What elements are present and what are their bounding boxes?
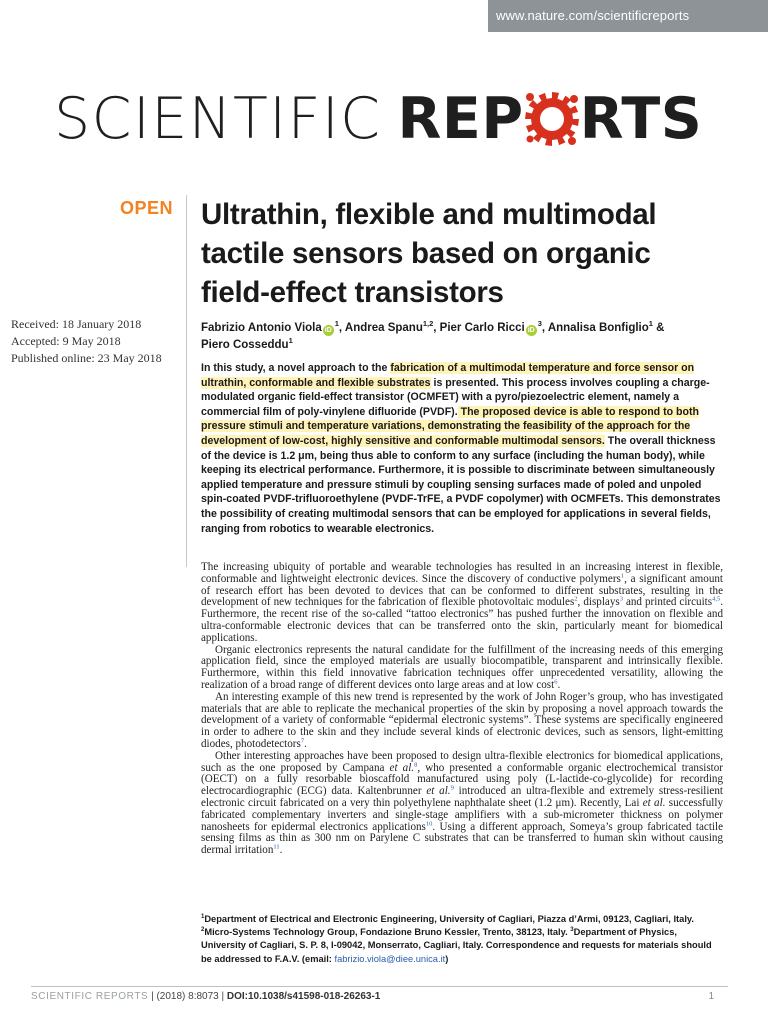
body-text-run: , a significant amount of research effort has been devoted to devices that can be conformed to different substrates, resulting in the development of new techniques for the fabrication of flexible photovoltaic modules	[201, 572, 723, 609]
author-separator: &	[652, 322, 665, 334]
citation-link[interactable]: 11	[273, 843, 280, 851]
abstract-highlight: The proposed device is able to respond to both pressure stimuli and temperature variations, demonstrating the feasibility of the approach for the development of low-cost, highly sensitive and conformable multimodal sensors.	[201, 405, 699, 447]
abstract	[201, 361, 723, 536]
footer-divider	[31, 986, 728, 987]
citation-link[interactable]: 7	[300, 737, 305, 745]
journal-url-link[interactable]: www.nature.com/scientificreports	[496, 8, 690, 23]
body-text-run: . Using a different approach, Someya’s group fabricated tactile sensing films as thin as 300 nm on Parylene C substrates that can be transferred to human skin without causing dermal irritation	[201, 820, 723, 857]
open-access-label: OPEN	[120, 198, 174, 218]
abstract-text: is presented. This process involves coupling a charge-modulated organic field-effect transistor (OCMFET) with a pyro/piezoelectric element, namely a commercial film of poly-vinylene difluoride (PVDF).	[201, 376, 710, 418]
body-text-run: , who presented a conformable organic electrochemical transistor (OECT) on a fully resorbable bioscaffold manufactured using poly (L-lactide-co-glycolide) for recording electrocardiographic (ECG) data. Kaltenbrunner	[201, 761, 723, 798]
author-name[interactable]: , Pier Carlo Ricci	[433, 322, 525, 334]
abstract-text: In this study, a novel approach to the	[201, 362, 391, 374]
body-text-run: An interesting example of this new trend is represented by the work of John Roger’s group, who has investigated materials that are able to replicate the mechanical properties of the skin by proposing a novel approach towards the development of a variety of conformable “epidermal electronic systems”. These systems are specifically engineered in order to adhere to the skin and they include several kinds of electronic devices, such as sensors, light-emitting diodes, photodetectors	[201, 690, 723, 750]
citation-link[interactable]: 1	[620, 572, 625, 580]
body-italic: et al.	[426, 785, 451, 798]
affiliation-ref: 3	[537, 319, 542, 329]
citation-link[interactable]: 10	[425, 819, 433, 827]
citation-link[interactable]: 2	[574, 595, 578, 603]
affiliation-text: Department of Physics, University of Cagliari, S. P. 8, I-09042, Monserrato, Cagliari, Italy. Correspondence and requests for materials should be addressed to F.A.V. (email:	[201, 927, 712, 964]
citation-link[interactable]: 8	[414, 760, 418, 768]
citation-link[interactable]: 3	[619, 595, 623, 603]
article-history	[11, 316, 162, 367]
body-text-run: Other interesting approaches have been proposed to design ultra-flexible electronics for biomedical applications, such as the one proposed by Campana	[201, 749, 723, 774]
journal-url-bar[interactable]	[488, 0, 768, 32]
body-text-run: . Furthermore, the recent rise of the so-called “tattoo electronics” has pushed further the innovation on flexible and ultra-conformable electronic devices that can be transferred onto the skin, particularly meant for biomedical applications.	[201, 596, 723, 644]
accepted-date: Accepted: 9 May 2018	[11, 334, 121, 348]
citation-link[interactable]: 9	[450, 784, 454, 792]
gear-satellite	[526, 136, 533, 143]
journal-masthead	[54, 83, 702, 155]
author-name[interactable]: Fabrizio Antonio Viola	[201, 322, 322, 334]
corresponding-email-link[interactable]: fabrizio.viola@diee.unica.it	[334, 953, 446, 964]
body-paragraph	[201, 692, 723, 751]
abstract-highlight: fabrication of a multimodal temperature and force sensor on ultrathin, conformable and flexible substrates	[201, 362, 695, 389]
affiliation-text: Department of Electrical and Electronic Engineering, University of Cagliari, Piazza d’Armi, 09123, Cagliari, Italy.	[204, 914, 694, 924]
page-number: 1	[708, 991, 714, 1002]
orcid-icon[interactable]: iD	[324, 327, 332, 334]
body-text-run: , displays	[577, 596, 620, 609]
affiliation-text: )	[445, 953, 449, 964]
affiliation-number: 2	[201, 927, 205, 934]
footer-citation: | (2018) 8:8073 |	[148, 991, 227, 1002]
page-footer	[31, 991, 380, 1002]
abstract-text: The overall thickness of the device is 1.2 μm, being thus able to conform to any surface (including the human body), while keeping its electrical performance. Furthermore, it is possible to discriminate between simultaneously applied temperature and pressure stimuli by coupling sensing surfaces made of poled and unpoled spin-coated PVDF-trifluoroethylene (PVDF-TrFE, a PVDF copolymer) with OCMFETs. This demonstrates the possibility of creating multimodal sensors that can be employed for applications in several fields, ranging from robotics to wearable electronics.	[201, 434, 721, 535]
body-italic: et al.	[642, 796, 666, 809]
body-text-run: .	[279, 844, 283, 857]
column-divider	[186, 195, 187, 567]
body-text-run: introduced an ultra-flexible and extremely stress-resilient electronic circuit fabricated on a very thin polyethylene naphthalate sheet (1.2 μm). Recently, Lai	[201, 785, 723, 809]
body-text-run: and printed circuits	[622, 596, 713, 609]
gear-logo-icon	[522, 89, 582, 149]
masthead-rep: REP	[397, 85, 524, 152]
affiliation-ref: 1	[288, 336, 293, 346]
affiliation-number: 1	[201, 913, 205, 920]
body-text-run: successfully fabricated complementary inverters and single-stage amplifiers with a sub-micrometer thickness on polymer nanosheets for epidermal electronics applications	[201, 796, 723, 833]
affiliation-number: 3	[570, 927, 574, 934]
affiliation-ref: 1	[334, 319, 339, 329]
author-name[interactable]: Piero Cosseddu	[201, 339, 289, 351]
article-body	[201, 562, 723, 857]
citation-link[interactable]: 6	[554, 678, 558, 686]
body-italic: et al.	[389, 761, 415, 774]
masthead-rts: RTS	[579, 85, 703, 152]
gear-satellite	[526, 93, 534, 101]
affiliations	[201, 913, 721, 966]
footer-journal-name: SCIENTIFIC REPORTS	[31, 991, 149, 1002]
body-paragraph	[201, 751, 723, 857]
body-text-run: .	[304, 737, 307, 750]
article-title: Ultrathin, flexible and multimodal tactile sensors based on organic field-effect transistors	[201, 198, 657, 309]
gear-satellite	[570, 95, 578, 103]
footer-doi[interactable]: DOI:10.1038/s41598-018-26263-1	[226, 991, 381, 1002]
citation-link[interactable]: 4,5	[712, 595, 721, 603]
orcid-icon[interactable]: iD	[527, 327, 535, 334]
author-list	[201, 320, 721, 354]
gear-hole	[540, 107, 564, 131]
body-paragraph	[201, 645, 723, 692]
masthead-scientific: SCIENTIFIC	[54, 85, 382, 152]
affiliation-ref: 1	[648, 319, 653, 329]
body-text-run: Organic electronics represents the natural candidate for the fulfillment of the increasing needs of this emerging application field, since the employed materials are usually biocompatible, transparent and intrinsically flexible. Furthermore, within this field innovative fabrication techniques offer unprecedented versatility, allowing the realization of a broad range of different devices onto large areas and at low cost	[201, 643, 723, 691]
body-paragraph	[201, 562, 723, 645]
affiliation-text: Micro-Systems Technology Group, Fondazione Bruno Kessler, Trento, 38123, Italy.	[204, 927, 571, 938]
author-name[interactable]: , Andrea Spanu	[338, 322, 423, 334]
received-date: Received: 18 January 2018	[11, 317, 142, 331]
body-text-run: .	[557, 678, 561, 691]
author-name[interactable]: , Annalisa Bonfiglio	[541, 322, 649, 334]
affiliation-ref: 1,2	[422, 319, 434, 329]
published-date: Published online: 23 May 2018	[11, 351, 162, 365]
gear-satellite	[568, 137, 576, 145]
body-text-run: The increasing ubiquity of portable and wearable technologies has resulted in an increasing interest in flexible, conformable and lightweight electronic devices. Since the discovery of conductive polymers	[201, 561, 723, 585]
